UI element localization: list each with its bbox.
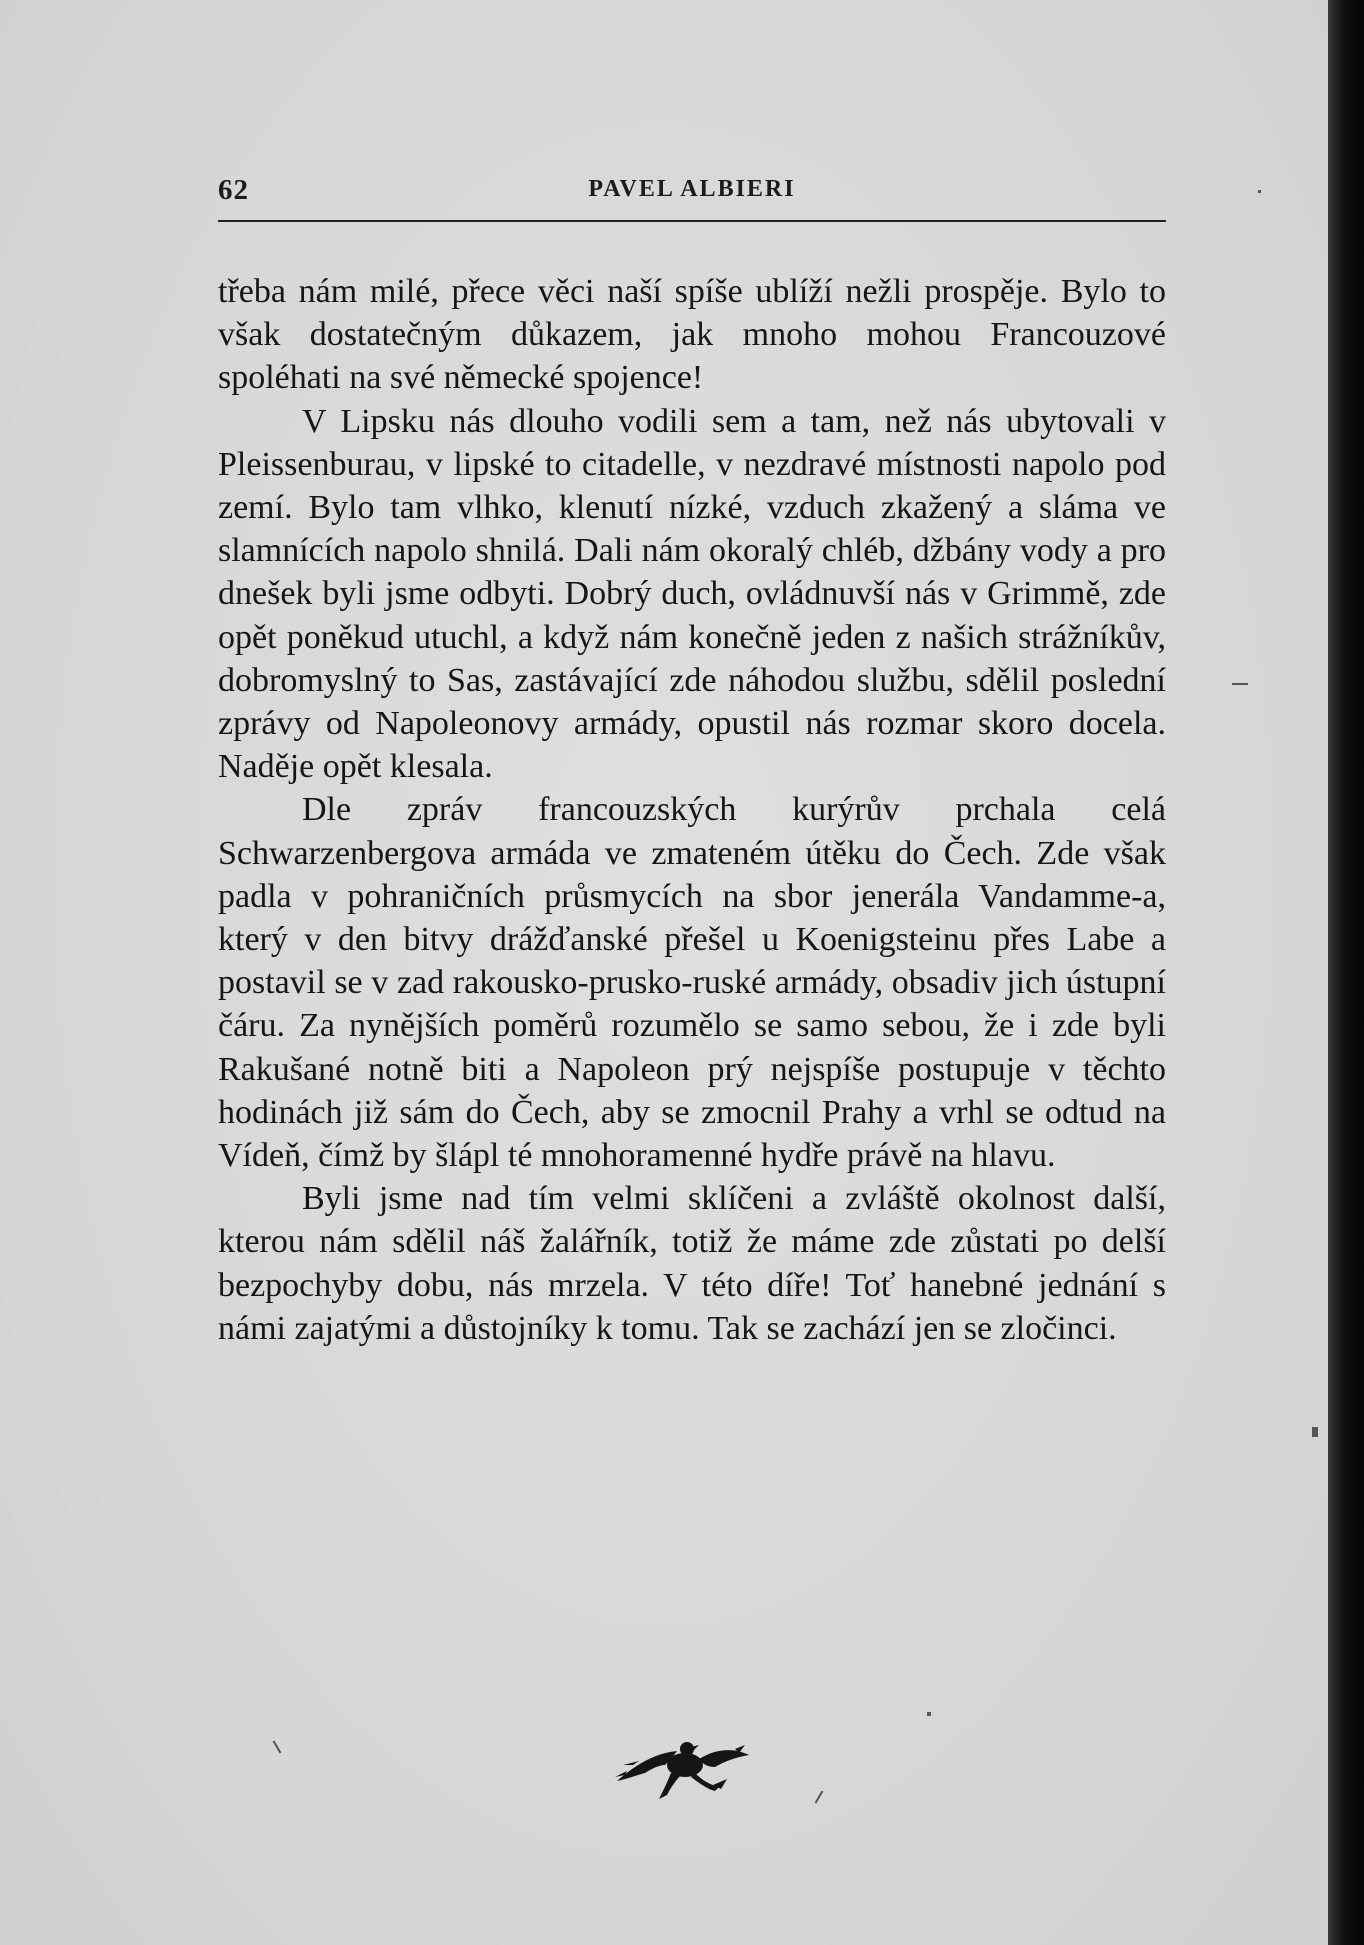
book-binding-edge bbox=[1328, 0, 1364, 1945]
running-head: PAVEL ALBIERI bbox=[588, 176, 796, 202]
page-number: 62 bbox=[218, 174, 249, 206]
page-speck bbox=[927, 1712, 931, 1716]
page-header bbox=[218, 174, 1166, 220]
header-rule bbox=[218, 220, 1166, 222]
body-text bbox=[218, 270, 1166, 1350]
page-speck bbox=[1312, 1427, 1318, 1437]
eagle-shape bbox=[615, 1742, 749, 1799]
page-speck bbox=[1258, 190, 1261, 193]
paragraph-1: třeba nám milé, přece věci naší spíše ublíží nežli prospěje. Bylo to však dostatečným důkazem, jak mnoho mohou Francouzové spoléhati na své německé spojence! bbox=[218, 273, 1166, 397]
page-speck bbox=[1232, 683, 1248, 685]
page-speck bbox=[273, 1740, 282, 1753]
paragraph-3: Dle zpráv francouzských kurýrův prchala celá Schwarzenbergova armáda ve zmateném útěku do Čech. Zde však padla v pohraničních průsmycích na sbor jenerála Vandamme-a, který v den bitvy drážďanské přešel u Koenigsteinu přes Labe a postavil se v zad rakousko-prusko-ruské armády, obsadiv jich ústupní čáru. Za nynějších poměrů rozumělo se samo sebou, že i zde byli Rakušané notně biti a Napoleon prý nejspíše postupuje v těchto hodinách již sám do Čech, aby se zmocnil Prahy a vrhl se odtud na Vídeň, čímž by šlápl té mnohoramenné hydře právě na hlavu. bbox=[218, 791, 1166, 1175]
paragraph-2: V Lipsku nás dlouho vodili sem a tam, než nás ubytovali v Pleissenburau, v lipské to citadelle, v nezdravé místnosti napolo pod zemí. Bylo tam vlhko, klenutí nízké, vzduch zkažený a sláma ve slamnících napolo shnilá. Dali nám okoralý chléb, džbány vody a pro dnešek byli jsme odbyti. Dobrý duch, ovládnuvší nás v Grimmě, zde opět poněkud utuchl, a když nám konečně jeden z našich strážníkův, dobromyslný to Sas, zastávající zde náhodou službu, sdělil poslední zprávy od Napoleonovy armády, opustil nás rozmar skoro docela. Naděje opět klesala. bbox=[218, 402, 1166, 786]
paragraph-4: Byli jsme nad tím velmi sklíčeni a zvláště okolnost další, kterou nám sdělil náš žalářník, totiž že máme zde zůstati po delší bezpochyby dobu, nás mrzela. V této díře! Toť hanebné jednání s námi zajatými a důstojníky k tomu. Tak se zachází jen se zločinci. bbox=[218, 1180, 1166, 1347]
eagle-vignette-icon bbox=[615, 1735, 751, 1803]
page-speck bbox=[815, 1790, 824, 1803]
